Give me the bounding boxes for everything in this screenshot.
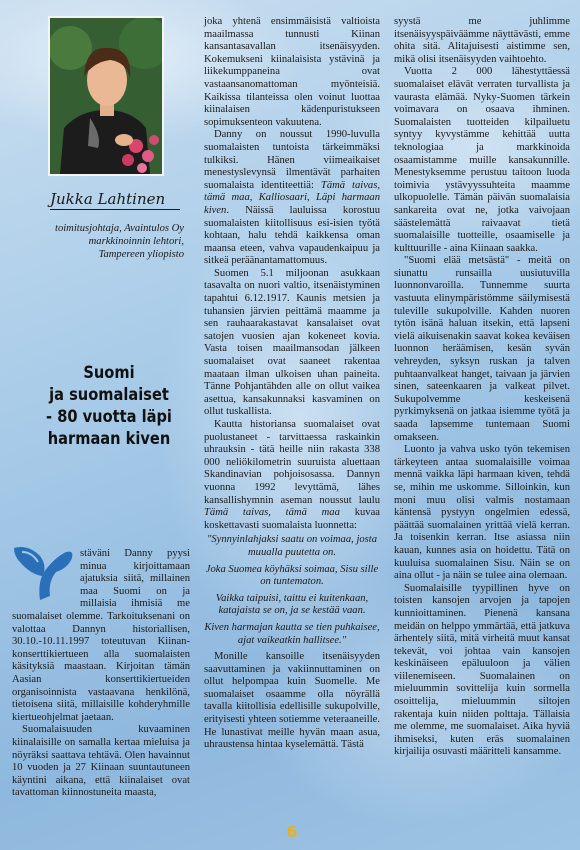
lyrics-verse: Joka Suomea köyhäksi soimaa, Sisu sille on tuntematon. [205, 563, 379, 588]
headline-line: Suomi [83, 363, 135, 383]
author-role-line: toimitusjohtaja, Avaintulos Oy [55, 223, 184, 234]
paragraph-text: kuvaa koskettavasti suomalaista luonnetta: [204, 507, 380, 531]
headline-line: harmaan kiven [47, 429, 171, 449]
paragraph-text: Danny on noussut 1990-luvulla suomalaisten tuntoista tärkeimmäksi tulkiksi. Hänen viimeaikaiset menestyslevynsä ilmentävät parhaiten suomalaista identiteettiä: [204, 129, 380, 191]
paragraph: Vuotta 2 000 lähestyttäessä suomalaiset elävät verraten turvallista ja vaurasta elämää. Nyky-Suomen tärkein voimavara on osaava ihminen. Suomalaisten tuotteiden kilpailuetu syntyy kyvystämme kehittää uutta teknologiaa ja markkinoida osaamistamme muille kansakunnille. Menestyksemme perustuu taitoon luoda toimivia ystävyyssuhteita maamme ulkopuolelle. Tämän päivän suomalaisia sankareita ovat ne, jotka vaivojaan säästelemättä raivaavat tietä suomalaisille tuotteille, osaamiselle ja kulttuurille - aina Kiinaan saakka. [394, 66, 570, 254]
song-titles: Tämä taivas, tämä maa, Kalliosaari, Läpi harmaan kiven [204, 179, 380, 216]
author-portrait-illustration [50, 18, 162, 174]
paragraph [12, 548, 190, 724]
lyrics-verse: Kiven harmajan kautta se tien puhkaisee, ajat vaikeatkin hallitsee." [204, 621, 380, 646]
paragraph: syystä me juhlimme itsenäisyyspäiväämme näyttävästi, emme ohita sitä. Alitajuisesti aistimme sen, mikä olisi itsenäisyyden vaihtoehto. [394, 16, 570, 65]
author-signature: Jukka Lahtinen [50, 190, 180, 210]
paragraph: joka yhtenä ensimmäisistä valtioista maailmassa tunnusti Kiinan kansantasavallan itsenäisyyden. Kokemukseni kiinalaisista ystävinä ja liikekumppaneina ovat vastaansanomattoman myönteisiä. Kaikissa tilanteissa olen voinut luottaa kiinalaisen kädenpuristukseen sopimuksenteon vakuutena. [204, 16, 380, 128]
article-column-3 [394, 16, 570, 759]
paragraph: Suomalaisuuden kuvaaminen kiinalaisille on samalla kertaa mieluisa ja nöyräksi saattava tehtävä. Olen havainnut 10 vuoden ja 27 Kiinaan suuntautuneen käyntini aikana, että kiinalaiset ovat tavattoman kiinnostuneita maasta, [12, 724, 190, 799]
article-column-2 [204, 16, 380, 752]
page-number: 6 [286, 822, 298, 841]
paragraph [204, 129, 380, 268]
dropcap-letter [10, 542, 76, 604]
paragraph [204, 419, 380, 532]
author-photo [48, 16, 164, 176]
article-headline [41, 362, 177, 450]
paragraph: Suomen 5.1 miljoonan asukkaan tasavalta on nuori valtio, itsenäistyminen tapahtui 6.12.1917. Kaunis metsien ja tuhansien järvien peittämä maamme ja sen rauhaarakastavat kansalaiset ovat satojen vuosien ajan kokeneet kovia. Vasta toisen maailmansodan jälkeen suomalaiset ovat saaneet rakentaa maataan ilman ulkoisen uhan paineita. Tänne Pohjantähden alle on ollut vaikea asettua, kansakunnaksi kasvaminen on ollut tuskallista. [204, 267, 380, 418]
paragraph-text: stäväni Danny pyysi minua kirjoittamaan ajatuksia siitä, millainen maa Suomi on ja millaisia ihmisiä me suomalaiset olemme. Tarkoituksenani on valottaa Dannyn historiallisen, 30.10.-10.11.1997 toteutuvan Kiinan-konserttikiertueen alla suomalaisten käsityksiä maastaan. Kirjoitan tämän Aasian konserttikiertueiden organisoinnista vastaavana henkilönä, tietoisena siitä, millaisille kohderyhmille kiertueohjelmat jaetaan. [12, 548, 190, 723]
paragraph: "Suomi elää metsästä" - meitä on siunattu runsailla uusiutuvilla luonnonvaroilla. Tunnemme suurta vastuuta elinympäristömme säilymisestä tuleville sukupolville. Kahden nuoren tytön isänä haluan itsekin, että lapseni vielä aikuisenakin saavat kokea keväisen luonnon heräämisen, kesän syvän vehreyden, syksyn ruskan ja talven puhtaanvalkeat hanget, taivaan ja järvien sinen, sateenkaaren ja valkeat pilvet. Sukupolvemme keskeisenä pyrkimyksenä on jatkaa isiemme työtä ja saada lapsemme tuntemaan Suomi omakseen. [394, 255, 570, 443]
song-title: Tämä taivas, tämä maa [204, 507, 340, 519]
article-column-1 [12, 548, 190, 800]
lyrics-verse: Vaikka taipuisi, taittu ei kuitenkaan, katajaista se on, ja se kestää vaan. [215, 592, 369, 617]
author-role-line: Tampereen yliopisto [98, 249, 184, 260]
paragraph: Monille kansoille itsenäisyyden saavuttaminen ja vakiinnuttaminen on ollut helpompaa kuin Suomelle. Me suomalaiset osaamme olla nöyrällä tavalla kiitollisia edellisille sukupolville, erityisesti yhteen sotiemme veteraaneille. He lunastivat meille hyvän maan asua, uhraustensa hintaa kyselemättä. Tästä [204, 651, 380, 751]
paragraph-text: Kautta historiansa suomalaiset ovat puolustaneet - tarvittaessa raskainkin uhrauksin - tätä heille niin rakasta 338 000 neliökilometrin suuruista aluettaan Skandinavian pohjoisosassa. Dannyn vuonna 1992 levyttämä, lähes kansallishymnin aseman noussut laulu [204, 419, 380, 506]
paragraph: Luonto ja vahva usko työn tekemisen tärkeyteen antaa suomalaisille voimaa mennä vaikka läpi harmaan kiven, tehdä se, mihin me uskomme. Silloinkin, kun moni muu olisi valmis nostamaan käntensä pystyyn ongelmien edessä, päättää suomalainen yrittää vielä kerran. Ja toisenkin kerran. Itse asiassa niin kauan, kunnes asia on hoidettu. Tätä on kuuluisa suomalainen Sisu. Näin se on aina ollut - ja näin se tulee aina olemaan. [394, 444, 570, 582]
author-role-line: markkinoinnin lehtori, [88, 236, 184, 247]
author-role [24, 222, 184, 261]
paragraph-text: . Näissä lauluissa korostuu suomalaisten kiitollisuus esi-isien työtä kohtaan, halu tehdä kaikkensa oman maansa eteen, vahva vapaudenkaipuu ja sitkeä peräänantamattomuus. [204, 204, 380, 267]
headline-line: - 80 vuotta läpi [46, 407, 172, 427]
paragraph: Suomalaisille tyypillinen hyve on toisten kansojen arvojen ja tapojen kunnioittaminen. Pienenä kansana meidän on helppo ymmärtää, että jatkuva ärhentely siitä, mitä virheitä muut kansat tekevät, voi johtaa vain kansojen keskinäiseen epäluuloon ja välien viilenemiseen. Suomalainen on mieluummin sovittelija kuin sormella osoittelija, mieluummin siltojen rakentaja kuin niiden polttaja. Tällaisia me olemme, me suomalaiset. Aika hyviä ihmiseksi, kuten eräs suomalainen kirjailija osuvasti määritteli kansamme. [394, 582, 570, 758]
headline-line: ja suomalaiset [49, 385, 169, 405]
lyrics-verse: "Synnyinlahjaksi saatu on voimaa, josta muualla puutetta on. [206, 534, 378, 558]
